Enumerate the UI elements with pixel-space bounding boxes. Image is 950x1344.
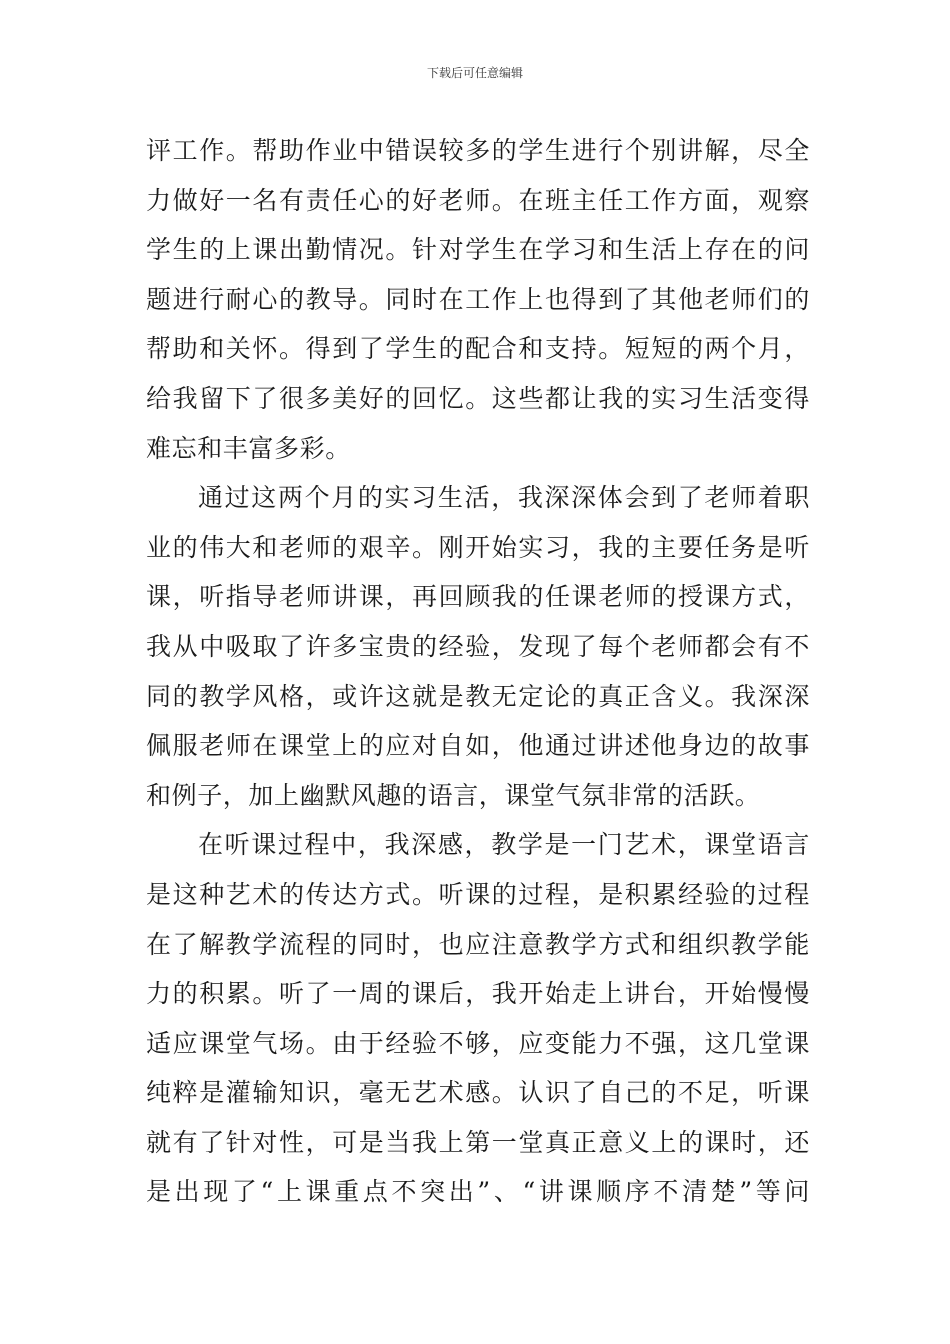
text-line: 同的教学风格，或许这就是教无定论的真正含义。我深深 [146, 681, 810, 711]
text-line: 在了解教学流程的同时，也应注意教学方式和组织教学能 [146, 929, 810, 959]
text-line: 给我留下了很多美好的回忆。这些都让我的实习生活变得 [146, 383, 810, 413]
text-line: 在听课过程中，我深感，教学是一门艺术，课堂语言 [198, 830, 810, 860]
paragraph-2 [146, 473, 810, 820]
text-line: 和例子，加上幽默风趣的语言，课堂气氛非常的活跃。 [146, 780, 761, 810]
page-header: 下载后可任意编辑 [426, 66, 523, 80]
text-line: 我从中吸取了许多宝贵的经验，发现了每个老师都会有不 [146, 631, 810, 661]
text-line: 纯粹是灌输知识，毫无艺术感。认识了自己的不足，听课 [146, 1078, 810, 1108]
text-line: 帮助和关怀。得到了学生的配合和支持。短短的两个月， [146, 334, 810, 364]
text-line: 力的积累。听了一周的课后，我开始走上讲台，开始慢慢 [146, 979, 810, 1009]
document-body [146, 126, 810, 1217]
text-line: 就有了针对性，可是当我上第一堂真正意义上的课时，还 [146, 1127, 810, 1157]
text-line: 是这种艺术的传达方式。听课的过程，是积累经验的过程 [146, 879, 810, 909]
text-line: 是出现了“上课重点不突出”、“讲课顺序不清楚”等问 [146, 1177, 810, 1207]
paragraph-1 [146, 126, 810, 473]
text-line: 适应课堂气场。由于经验不够，应变能力不强，这几堂课 [146, 1028, 810, 1058]
text-line: 力做好一名有责任心的好老师。在班主任工作方面，观察 [146, 185, 810, 215]
text-line: 题进行耐心的教导。同时在工作上也得到了其他老师们的 [146, 284, 810, 314]
text-line: 评工作。帮助作业中错误较多的学生进行个别讲解，尽全 [146, 136, 810, 165]
text-line: 课，听指导老师讲课，再回顾我的任课老师的授课方式， [146, 582, 810, 612]
paragraph-3 [146, 820, 810, 1217]
text-line: 业的伟大和老师的艰辛。刚开始实习，我的主要任务是听 [146, 532, 810, 562]
text-line: 佩服老师在课堂上的应对自如，他通过讲述他身边的故事 [146, 731, 810, 761]
text-line: 学生的上课出勤情况。针对学生在学习和生活上存在的问 [146, 235, 810, 265]
text-line: 通过这两个月的实习生活，我深深体会到了老师着职 [198, 483, 810, 513]
text-line: 难忘和丰富多彩。 [146, 433, 351, 463]
